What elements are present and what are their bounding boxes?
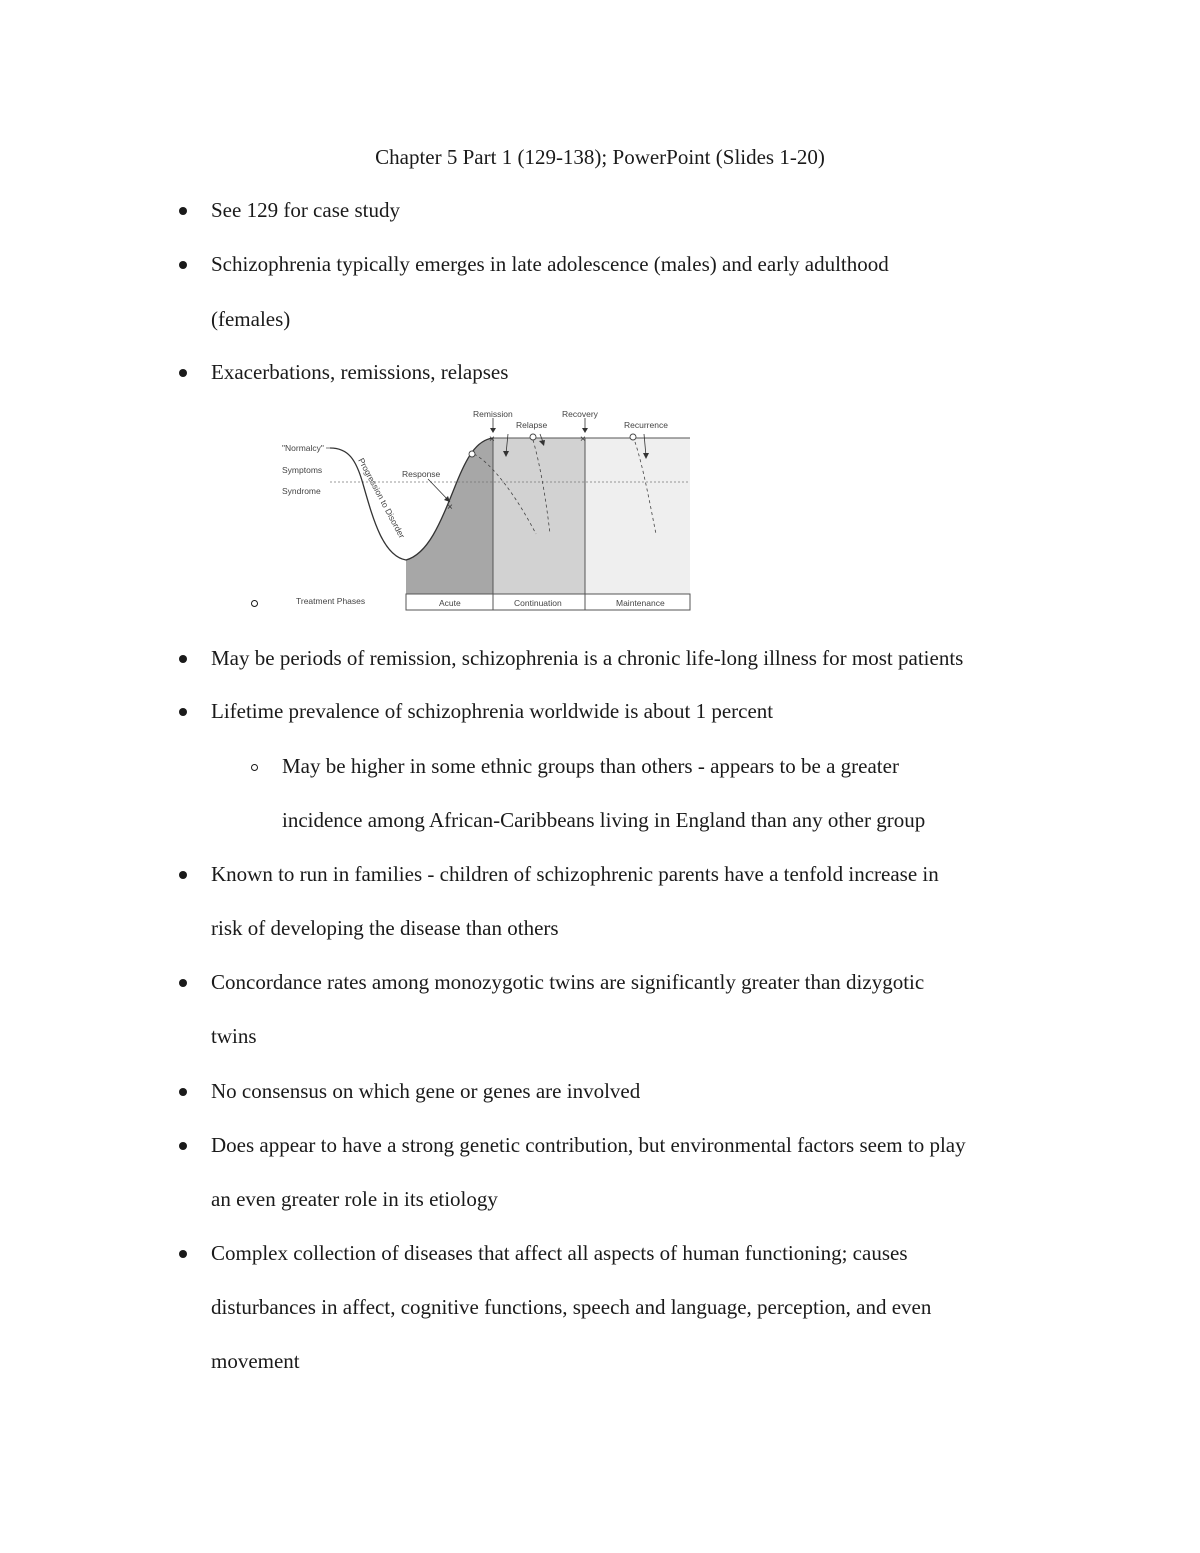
bullet-4-line-1: May be periods of remission, schizophrenia is a chronic life-long illness for most patients [211, 646, 964, 670]
bullet-1-line-1: See 129 for case study [211, 198, 400, 222]
label-recovery: Recovery [562, 409, 598, 419]
label-treatment-phases: Treatment Phases [296, 596, 366, 606]
sub-bullet-line-1: May be higher in some ethnic groups than others - appears to be a greater [282, 754, 899, 778]
sub-bullet-circle [251, 600, 258, 607]
bullet-dot [179, 655, 187, 663]
bullet-dot [179, 261, 187, 269]
bullet-dot [179, 369, 187, 377]
bullet-2-line-1: Schizophrenia typically emerges in late adolescence (males) and early adulthood [211, 252, 889, 276]
svg-text:×: × [580, 434, 586, 445]
bullet-dot [179, 708, 187, 716]
label-progression: Progression to Disorder [356, 456, 407, 540]
bullet-6-line-1: Known to run in families - children of schizophrenic parents have a tenfold increase in [211, 862, 939, 886]
bullet-8-line-1: No consensus on which gene or genes are involved [211, 1079, 641, 1103]
sub-bullet-line-2: incidence among African-Caribbeans living in England than any other group [282, 808, 926, 832]
treatment-phases-diagram [278, 404, 692, 616]
bullet-9-line-2: an even greater role in its etiology [211, 1187, 498, 1211]
bullet-10-line-2: disturbances in affect, cognitive functions, speech and language, perception, and even [211, 1295, 932, 1319]
label-normalcy: "Normalcy" [282, 443, 324, 453]
bullet-dot [179, 1250, 187, 1258]
bullet-9-line-1: Does appear to have a strong genetic contribution, but environmental factors seem to play [211, 1133, 966, 1157]
label-maintenance: Maintenance [616, 598, 665, 608]
page-title: Chapter 5 Part 1 (129-138); PowerPoint (Slides 1-20) [375, 145, 825, 169]
svg-text:×: × [489, 434, 495, 445]
bullet-5-line-1: Lifetime prevalence of schizophrenia worldwide is about 1 percent [211, 699, 774, 723]
bullet-7-line-2: twins [211, 1024, 257, 1048]
bullet-3-line-1: Exacerbations, remissions, relapses [211, 360, 509, 384]
bullet-dot [179, 1088, 187, 1096]
bullet-10-line-1: Complex collection of diseases that affect all aspects of human functioning; causes [211, 1241, 908, 1265]
svg-text:×: × [447, 502, 453, 513]
bullet-2-line-2: (females) [211, 307, 291, 331]
bullet-dot [179, 1142, 187, 1150]
label-acute: Acute [439, 598, 461, 608]
label-relapse: Relapse [516, 420, 548, 430]
bullet-10-line-3: movement [211, 1349, 300, 1373]
acute-region [406, 438, 493, 594]
label-syndrome: Syndrome [282, 486, 321, 496]
label-symptoms: Symptoms [282, 465, 323, 475]
bullet-7-line-1: Concordance rates among monozygotic twins are significantly greater than dizygotic [211, 970, 925, 994]
label-remission: Remission [473, 409, 513, 419]
bullet-dot [179, 979, 187, 987]
continuation-region [493, 438, 585, 594]
bullet-6-line-2: risk of developing the disease than others [211, 916, 559, 940]
label-continuation: Continuation [514, 598, 562, 608]
bullet-dot [179, 207, 187, 215]
maintenance-region [585, 438, 690, 594]
bullet-dot [179, 871, 187, 879]
label-recurrence: Recurrence [624, 420, 668, 430]
label-response: Response [402, 469, 441, 479]
sub-bullet-circle [251, 764, 258, 771]
